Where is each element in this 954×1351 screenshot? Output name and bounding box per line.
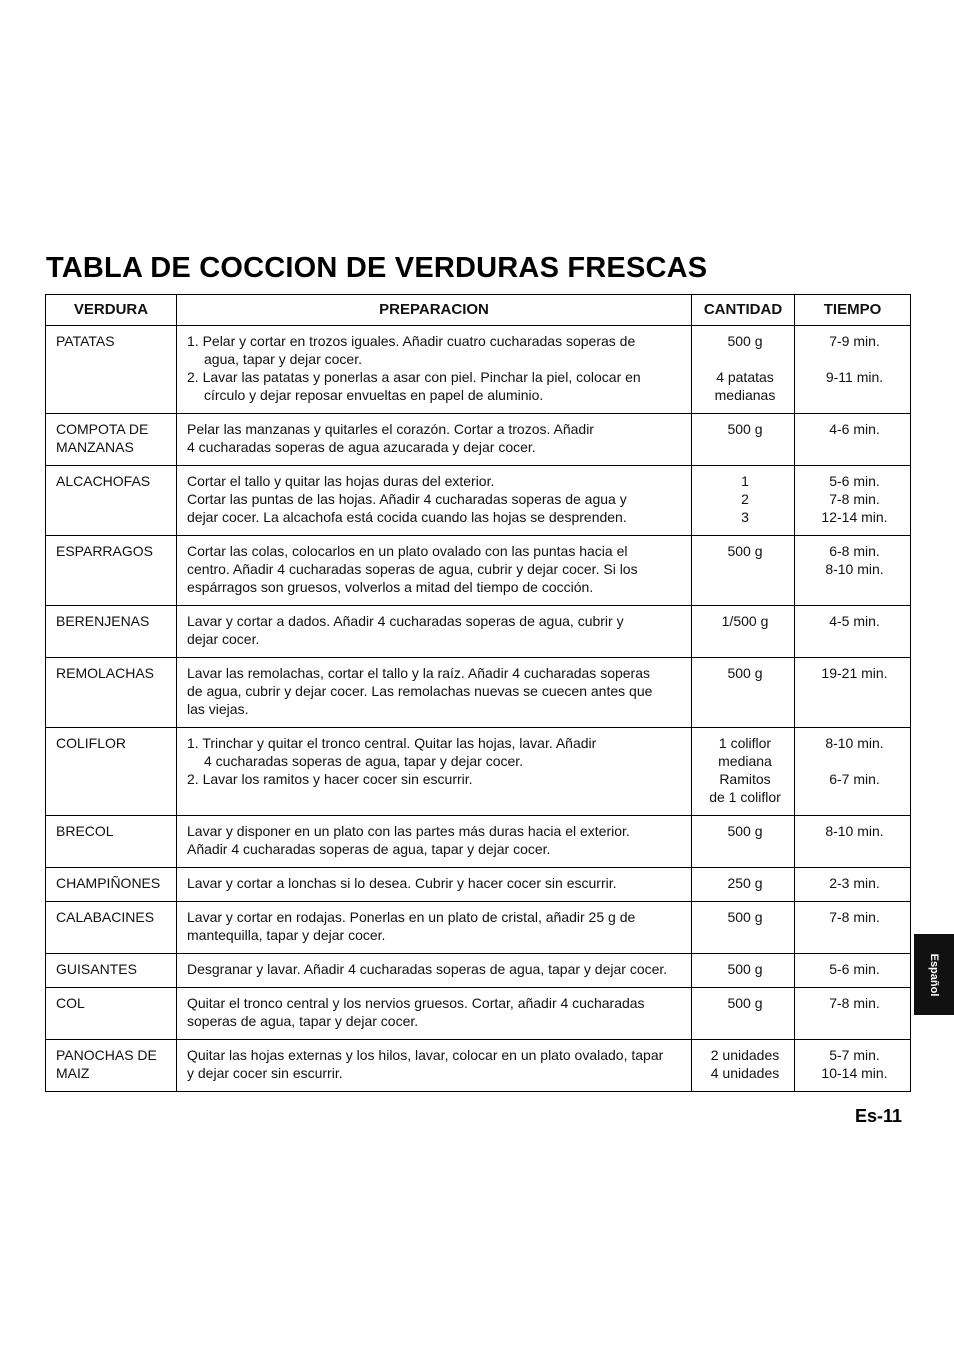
table-row: [46, 536, 911, 606]
time-line: 7-8 min.: [829, 995, 880, 1011]
preparation-line: Añadir 4 cucharadas soperas de agua, tapar y dejar cocer.: [187, 841, 551, 857]
preparation-cell: [177, 1040, 692, 1092]
preparation-line: mantequilla, tapar y dejar cocer.: [187, 927, 386, 943]
header-tiempo: TIEMPO: [795, 295, 911, 326]
preparation-line: 1. Trinchar y quitar el tronco central. Quitar las hojas, lavar. Añadir: [187, 735, 597, 751]
preparation-cell: [177, 326, 692, 414]
preparation-line: agua, tapar y dejar cocer.: [204, 351, 362, 367]
time-cell: [795, 988, 911, 1040]
preparation-line: Lavar y cortar a dados. Añadir 4 cucharadas soperas de agua, cubrir y: [187, 613, 624, 629]
quantity-cell: [692, 902, 795, 954]
preparation-line: Lavar las remolachas, cortar el tallo y la raíz. Añadir 4 cucharadas soperas: [187, 665, 651, 681]
cooking-table: [45, 294, 911, 1092]
time-line: 7-8 min.: [829, 909, 880, 925]
vegetable-cell: [46, 466, 177, 536]
preparation-line: dejar cocer. La alcachofa está cocida cuando las hojas se desprenden.: [187, 509, 627, 525]
quantity-line: 2: [741, 491, 749, 507]
vegetable-cell: [46, 816, 177, 868]
preparation-line: las viejas.: [187, 701, 249, 717]
preparation-line: 2. Lavar los ramitos y hacer cocer sin escurrir.: [187, 771, 473, 787]
quantity-line: medianas: [714, 387, 776, 403]
quantity-line: 500 g: [727, 421, 763, 437]
time-line: 10-14 min.: [821, 1065, 888, 1081]
time-line: 12-14 min.: [821, 509, 888, 525]
vegetable-name-line: REMOLACHAS: [56, 665, 155, 681]
language-tab: [914, 934, 954, 1015]
table-row: [46, 414, 911, 466]
vegetable-cell: [46, 606, 177, 658]
page-number: Es-11: [855, 1106, 903, 1126]
preparation-cell: [177, 988, 692, 1040]
preparation-line: Desgranar y lavar. Añadir 4 cucharadas soperas de agua, tapar y dejar cocer.: [187, 961, 668, 977]
preparation-line: centro. Añadir 4 cucharadas soperas de agua, cubrir y dejar cocer. Si los: [187, 561, 638, 577]
time-line: 8-10 min.: [825, 735, 884, 751]
header-preparacion: PREPARACION: [177, 295, 692, 326]
time-line: [805, 752, 904, 770]
time-line: 2-3 min.: [829, 875, 880, 891]
quantity-line: mediana: [718, 753, 772, 769]
language-tab-label: Español: [928, 953, 940, 996]
vegetable-name-line: ALCACHOFAS: [56, 473, 151, 489]
vegetable-cell: [46, 868, 177, 902]
quantity-line: 1 coliflor: [718, 735, 772, 751]
quantity-cell: [692, 816, 795, 868]
vegetable-cell: [46, 988, 177, 1040]
quantity-line: Ramitos: [719, 771, 771, 787]
time-cell: [795, 414, 911, 466]
table-row: [46, 606, 911, 658]
header-cantidad: CANTIDAD: [692, 295, 795, 326]
preparation-line: 4 cucharadas soperas de agua azucarada y dejar cocer.: [187, 439, 536, 455]
quantity-line: 2 unidades: [710, 1047, 780, 1063]
table-row: [46, 868, 911, 902]
vegetable-cell: [46, 658, 177, 728]
quantity-cell: [692, 954, 795, 988]
table-row: [46, 954, 911, 988]
vegetable-cell: [46, 902, 177, 954]
table-row: [46, 728, 911, 816]
quantity-cell: [692, 606, 795, 658]
time-line: 4-5 min.: [829, 613, 880, 629]
table-header-row: [46, 295, 911, 326]
vegetable-cell: [46, 1040, 177, 1092]
preparation-cell: [177, 606, 692, 658]
preparation-line: Lavar y cortar a lonchas si lo desea. Cubrir y hacer cocer sin escurrir.: [187, 875, 617, 891]
table-row: [46, 466, 911, 536]
preparation-line: de agua, cubrir y dejar cocer. Las remolachas nuevas se cuecen antes que: [187, 683, 653, 699]
vegetable-name-line: MANZANAS: [56, 439, 134, 455]
quantity-cell: [692, 414, 795, 466]
vegetable-name-line: PANOCHAS DE: [56, 1047, 157, 1063]
quantity-cell: [692, 988, 795, 1040]
vegetable-name-line: COMPOTA DE: [56, 421, 149, 437]
vegetable-cell: [46, 954, 177, 988]
table-row: [46, 816, 911, 868]
preparation-line: 4 cucharadas soperas de agua, tapar y dejar cocer.: [204, 753, 524, 769]
quantity-cell: [692, 536, 795, 606]
time-line: 6-8 min.: [829, 543, 880, 559]
table-row: [46, 326, 911, 414]
preparation-line: dejar cocer.: [187, 631, 260, 647]
time-line: 5-6 min.: [829, 961, 880, 977]
quantity-line: 500 g: [727, 665, 763, 681]
preparation-line: Quitar las hojas externas y los hilos, lavar, colocar en un plato ovalado, tapar: [187, 1047, 664, 1063]
quantity-line: 4 patatas: [716, 369, 774, 385]
preparation-line: Lavar y cortar en rodajas. Ponerlas en un plato de cristal, añadir 25 g de: [187, 909, 636, 925]
quantity-line: [702, 350, 788, 368]
quantity-line: de 1 coliflor: [709, 789, 781, 805]
time-cell: [795, 658, 911, 728]
time-cell: [795, 466, 911, 536]
quantity-cell: [692, 1040, 795, 1092]
quantity-cell: [692, 658, 795, 728]
quantity-line: 3: [741, 509, 749, 525]
preparation-cell: [177, 728, 692, 816]
quantity-line: 500 g: [727, 909, 763, 925]
vegetable-cell: [46, 414, 177, 466]
preparation-line: 2. Lavar las patatas y ponerlas a asar con piel. Pinchar la piel, colocar en: [187, 369, 641, 385]
quantity-cell: [692, 728, 795, 816]
preparation-line: Pelar las manzanas y quitarles el corazón. Cortar a trozos. Añadir: [187, 421, 594, 437]
time-line: 5-6 min.: [829, 473, 880, 489]
vegetable-name-line: COL: [56, 995, 85, 1011]
preparation-line: espárragos son gruesos, volverlos a mitad del tiempo de cocción.: [187, 579, 594, 595]
preparation-cell: [177, 954, 692, 988]
time-line: [805, 350, 904, 368]
preparation-cell: [177, 868, 692, 902]
quantity-cell: [692, 868, 795, 902]
preparation-cell: [177, 414, 692, 466]
quantity-line: 500 g: [727, 995, 763, 1011]
time-line: 19-21 min.: [821, 665, 888, 681]
time-cell: [795, 1040, 911, 1092]
vegetable-name-line: COLIFLOR: [56, 735, 127, 751]
time-line: 6-7 min.: [829, 771, 880, 787]
time-line: 9-11 min.: [825, 369, 884, 385]
vegetable-name-line: BERENJENAS: [56, 613, 150, 629]
preparation-line: 1. Pelar y cortar en trozos iguales. Añadir cuatro cucharadas soperas de: [187, 333, 636, 349]
table-row: [46, 658, 911, 728]
preparation-line: Lavar y disponer en un plato con las partes más duras hacia el exterior.: [187, 823, 630, 839]
time-line: 7-8 min.: [829, 491, 880, 507]
quantity-cell: [692, 466, 795, 536]
preparation-cell: [177, 536, 692, 606]
quantity-line: 4 unidades: [710, 1065, 780, 1081]
quantity-line: 250 g: [727, 875, 763, 891]
quantity-line: 1/500 g: [721, 613, 769, 629]
time-cell: [795, 728, 911, 816]
vegetable-name-line: GUISANTES: [56, 961, 137, 977]
preparation-line: y dejar cocer sin escurrir.: [187, 1065, 343, 1081]
vegetable-cell: [46, 536, 177, 606]
preparation-line: círculo y dejar reposar envueltas en papel de aluminio.: [204, 387, 544, 403]
time-cell: [795, 536, 911, 606]
quantity-line: 500 g: [727, 823, 763, 839]
vegetable-name-line: PATATAS: [56, 333, 115, 349]
quantity-line: 500 g: [727, 333, 763, 349]
time-cell: [795, 902, 911, 954]
time-cell: [795, 606, 911, 658]
time-line: 8-10 min.: [825, 823, 884, 839]
time-cell: [795, 954, 911, 988]
preparation-line: Cortar las colas, colocarlos en un plato ovalado con las puntas hacia el: [187, 543, 628, 559]
preparation-line: Cortar el tallo y quitar las hojas duras del exterior.: [187, 473, 495, 489]
preparation-cell: [177, 466, 692, 536]
time-cell: [795, 326, 911, 414]
preparation-line: Cortar las puntas de las hojas. Añadir 4 cucharadas soperas de agua y: [187, 491, 627, 507]
table-row: [46, 902, 911, 954]
page-title: TABLA DE COCCION DE VERDURAS FRESCAS: [46, 252, 708, 284]
vegetable-cell: [46, 326, 177, 414]
vegetable-name-line: BRECOL: [56, 823, 114, 839]
time-cell: [795, 816, 911, 868]
vegetable-cell: [46, 728, 177, 816]
quantity-cell: [692, 326, 795, 414]
table-row: [46, 1040, 911, 1092]
vegetable-name-line: CHAMPIÑONES: [56, 875, 161, 891]
vegetable-name-line: MAIZ: [56, 1065, 90, 1081]
preparation-cell: [177, 658, 692, 728]
quantity-line: 500 g: [727, 543, 763, 559]
preparation-cell: [177, 816, 692, 868]
header-verdura: VERDURA: [46, 295, 177, 326]
time-line: 7-9 min.: [829, 333, 880, 349]
time-line: 4-6 min.: [829, 421, 880, 437]
time-line: 5-7 min.: [829, 1047, 880, 1063]
table-row: [46, 988, 911, 1040]
time-cell: [795, 868, 911, 902]
time-line: 8-10 min.: [825, 561, 884, 577]
vegetable-name-line: ESPARRAGOS: [56, 543, 153, 559]
preparation-line: Quitar el tronco central y los nervios gruesos. Cortar, añadir 4 cucharadas: [187, 995, 645, 1011]
quantity-line: 500 g: [727, 961, 763, 977]
quantity-line: 1: [741, 473, 749, 489]
preparation-line: soperas de agua, tapar y dejar cocer.: [187, 1013, 419, 1029]
preparation-cell: [177, 902, 692, 954]
vegetable-name-line: CALABACINES: [56, 909, 155, 925]
